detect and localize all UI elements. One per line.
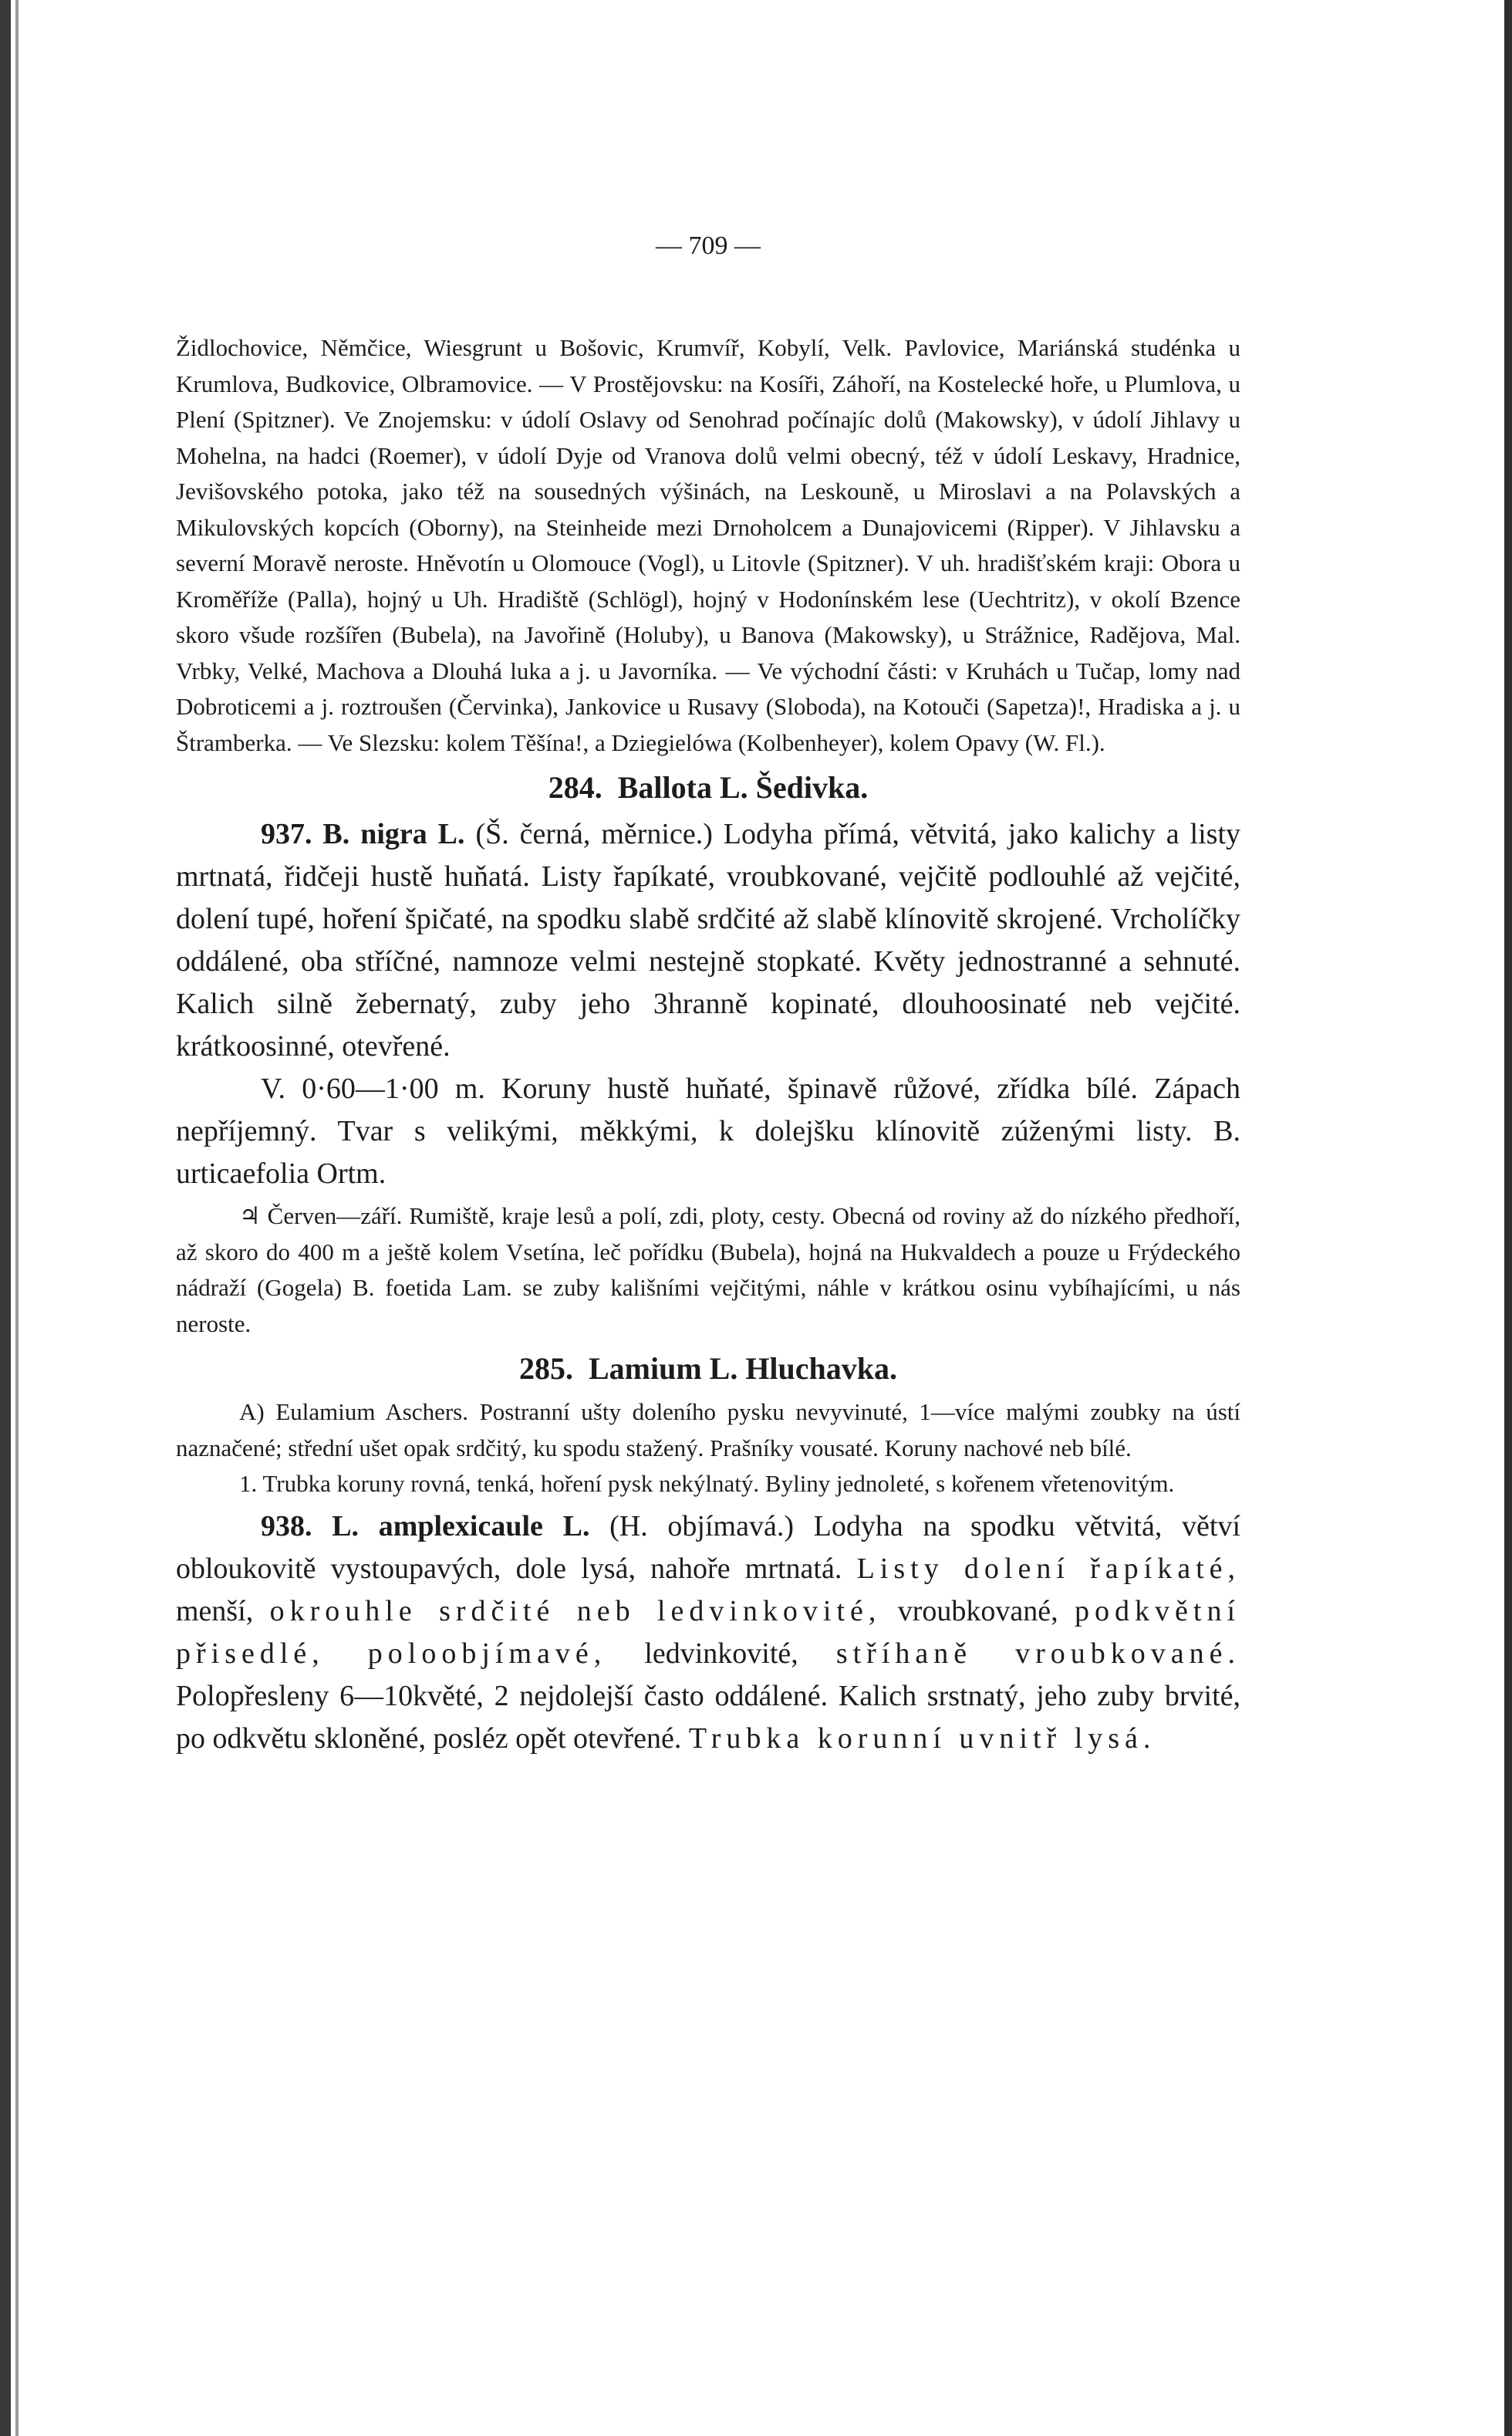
- species-937-details: V. 0·60—1·00 m. Koruny hustě huňaté, špinavě růžové, zřídka bílé. Zápach nepříjemný. Tvar s velikými, měkkými, k dolejšku klínovitě zúženými listy. B. urticaefolia Ortm.: [176, 1073, 1240, 1190]
- species-937-description: [176, 813, 1240, 1068]
- spaced-text: Trubka korunní uvnitř lysá.: [688, 1721, 1156, 1755]
- spaced-text: stříhaně vroubkované.: [835, 1637, 1241, 1670]
- genus-heading-ballota: [176, 769, 1240, 807]
- species-text: Polopřesleny 6—10květé, 2 nejdolejší často oddálené. Kalich srstnatý, jeho zuby brvité, po odkvětu skloněné, posléz opět otevřené.: [176, 1679, 1240, 1755]
- scan-border-left: [0, 0, 11, 2436]
- species-name: L. amplexicaule L.: [332, 1509, 590, 1542]
- species-name: B. nigra L.: [322, 818, 465, 850]
- scan-border-right: [1504, 0, 1512, 2436]
- species-938-description: [176, 1505, 1240, 1760]
- genus-number: 284.: [548, 770, 602, 805]
- species-937-habitat: ♃ Červen—září. Rumiště, kraje lesů a polí, zdi, ploty, cesty. Obecná od roviny až do nízkého předhoří, až skoro do 400 m a ještě kolem Vsetína, leč pořídku (Bubela), hojná na Hukvaldech a pouze u Frýdeckého nádraží (Gogela) B. foetida Lam. se zuby kališními vejčitými, náhle v krátkou osinu vybíhajícími, u nás neroste.: [176, 1202, 1240, 1337]
- page-content: [176, 231, 1240, 1760]
- species-text: (Š. černá, měrnice.) Lodyha přímá, větvitá, jako kalichy a listy mrtnatá, řidčeji hustě huňatá. Listy řapíkaté, vroubkované, vejčitě podlouhlé až vejčité, dolení tupé, hoření špičaté, na spodku slabě srdčité až slabě klínovitě skrojené. Vrcholíčky oddálené, oba stříčné, namnoze velmi nestejně stopkaté. Květy jednostranné a sehnuté. Kalich silně žebernatý, zuby jeho 3hranně kopinaté, dlouhoosinaté neb vejčité. krátkoosinné, otevřené.: [176, 818, 1241, 1063]
- genus-name: Ballota L. Šedivka.: [617, 770, 869, 805]
- distribution-paragraph: Židlochovice, Němčice, Wiesgrunt u Bošovic, Krumvíř, Kobylí, Velk. Pavlovice, Mariánská studénka u Krumlova, Budkovice, Olbramovice. — V Prostějovsku: na Kosíři, Záhoří, na Kostelecké hoře, u Plumlova, u Plení (Spitzner). Ve Znojemsku: v údolí Oslavy od Senohrad počínajíc dolů (Makowsky), v údolí Jihlavy u Mohelna, na hadci (Roemer), v údolí Dyje od Vranova dolů velmi obecný, též v údolí Leskavy, Hradnice, Jevišovského potoka, jako též na sousedných výšinách, na Leskouně, u Miroslavi a na Polavských a Mikulovských kopcích (Oborny), na Steinheide mezi Drnoholcem a Dunajovicemi (Ripper). V Jihlavsku a severní Moravě neroste. Hněvotín u Olomouce (Vogl), u Litovle (Spitzner). V uh. hradišťském kraji: Obora u Kroměříže (Palla), hojný u Uh. Hradiště (Schlögl), hojný v Hodonínském lese (Uechtritz), v okolí Bzence skoro všude rozšířen (Bubela), na Javořině (Holuby), u Banova (Makowsky), u Strážnice, Radějova, Mal. Vrbky, Velké, Machova a Dlouhá luka a j. u Javorníka. — Ve východní části: v Kruhách u Tučap, lomy nad Dobroticemi a j. roztroušen (Červinka), Jankovice u Rusavy (Sloboda), na Kotouči (Sapetza)!, Hradiska a j. u Štramberka. — Ve Slezsku: kolem Těšína!, a Dziegielówa (Kolbenheyer), kolem Opavy (W. Fl.).: [176, 334, 1240, 756]
- species-text: ledvinkovité,: [644, 1637, 798, 1670]
- page-number: — 709 —: [656, 231, 761, 260]
- scan-border-line: [15, 0, 19, 2436]
- species-number: 937.: [261, 818, 312, 850]
- spaced-text: podkvětní přisedlé, poloobjímavé,: [176, 1594, 1241, 1670]
- species-number: 938.: [261, 1509, 312, 1542]
- key-item-1: 1. Trubka koruny rovná, tenká, hoření pysk nekýlnatý. Byliny jednoleté, s kořenem vřetenovitým.: [239, 1470, 1175, 1497]
- genus-number: 285.: [518, 1351, 573, 1386]
- genus-name: Lamium L. Hluchavka.: [588, 1351, 898, 1386]
- species-text: vroubkované,: [897, 1594, 1058, 1627]
- genus-heading-lamium: [176, 1350, 1240, 1388]
- section-a-description: A) Eulamium Aschers. Postranní ušty doleního pysku nevyvinuté, 1—více malými zoubky na ústí naznačené; střední ušet opak srdčitý, ku spodu stažený. Prašníky vousaté. Koruny nachové neb bílé.: [176, 1398, 1240, 1461]
- spaced-text: Listy dolení řapíkaté,: [856, 1552, 1240, 1585]
- spaced-text: okrouhle srdčité neb ledvinkovité,: [269, 1594, 882, 1627]
- species-text: menší,: [176, 1594, 254, 1627]
- species-text: (H. objímavá.) Lodyha na spodku větvitá, větví obloukovitě vystoupavých, dole lysá, nahoře mrtnatá.: [176, 1509, 1241, 1585]
